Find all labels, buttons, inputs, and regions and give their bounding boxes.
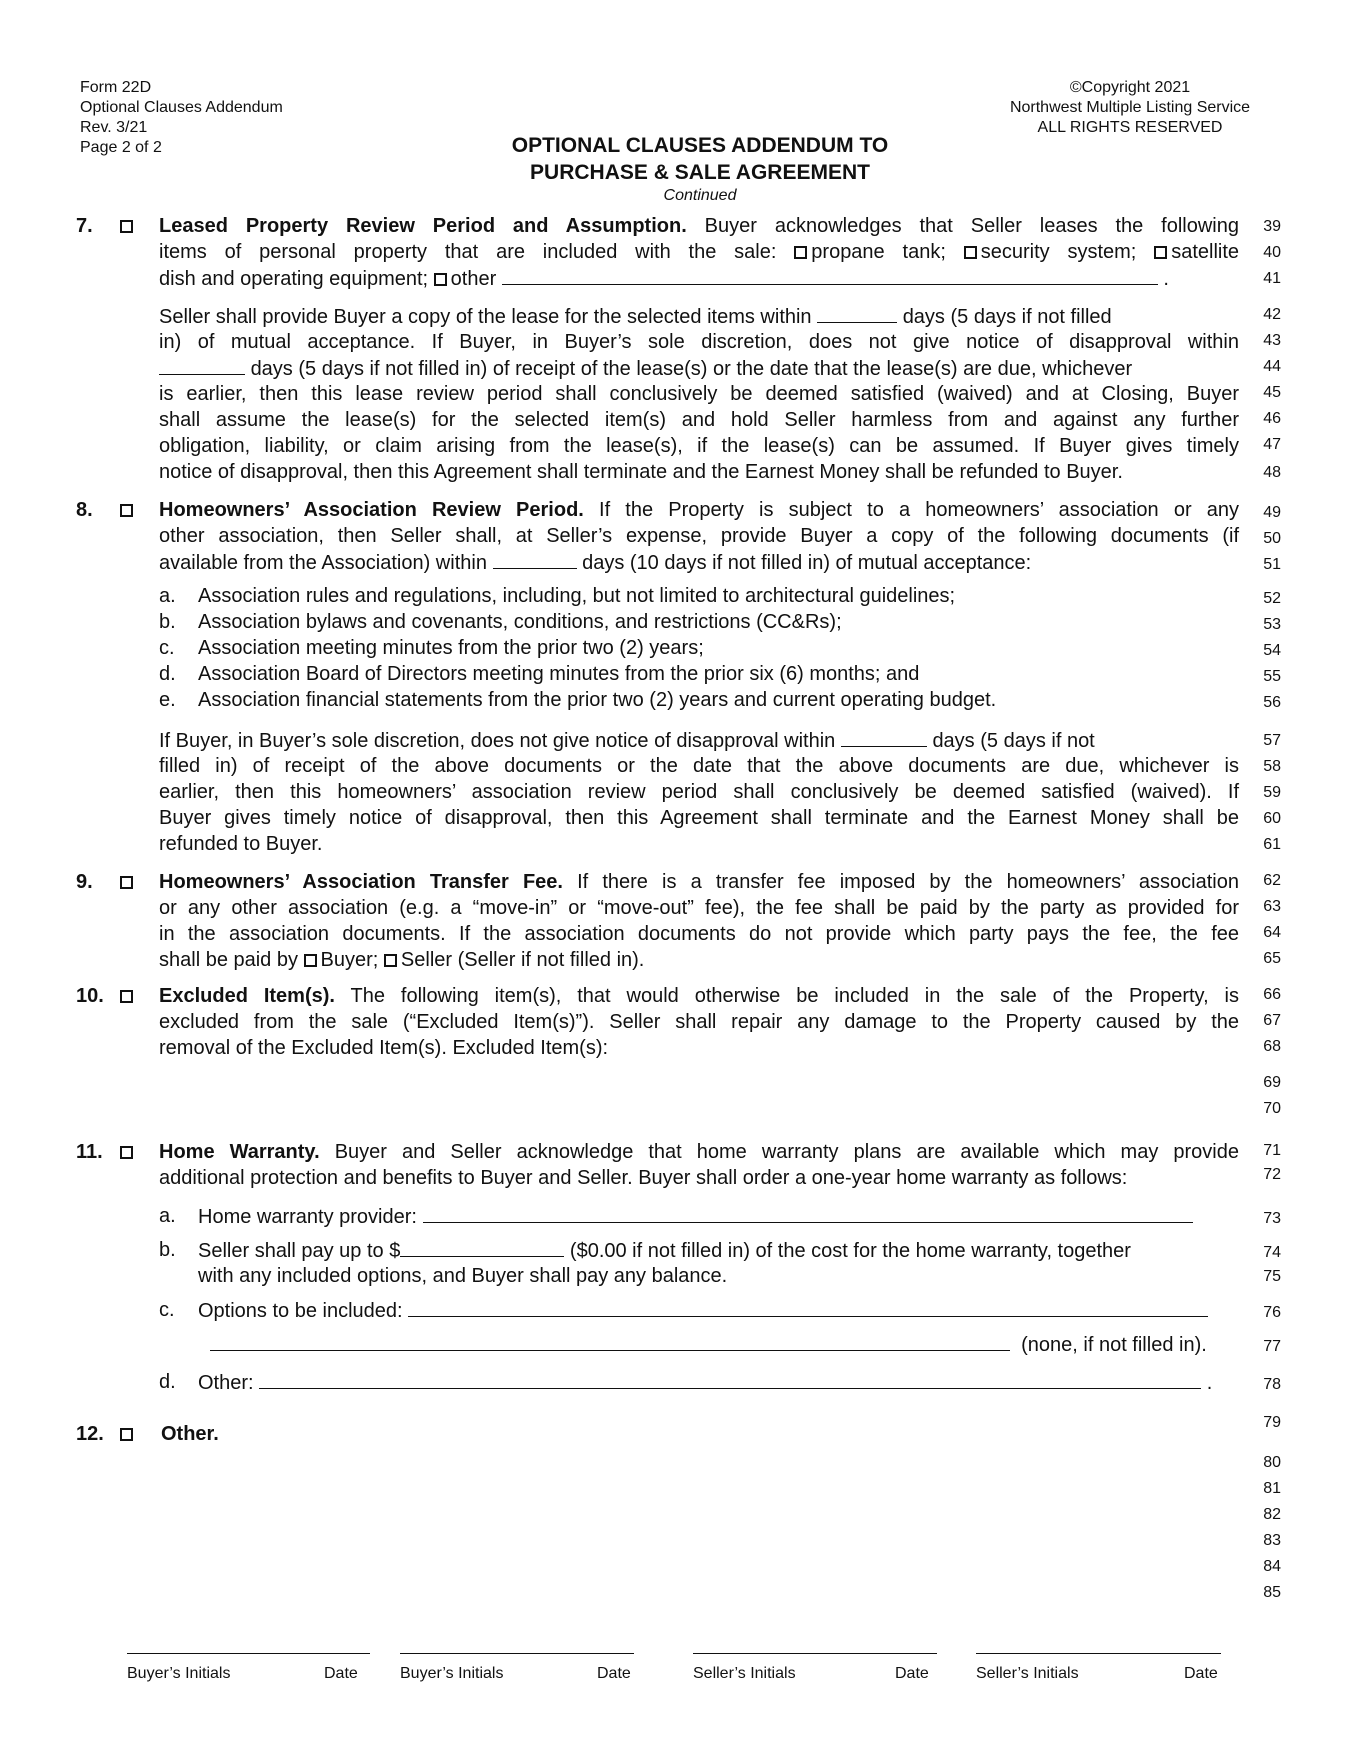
line-number: 83 xyxy=(1263,1532,1281,1549)
section-12-number: 12. xyxy=(76,1423,104,1445)
line-number: 68 xyxy=(1263,1038,1281,1055)
line-number: 69 xyxy=(1263,1074,1281,1091)
hoa-item-text: Association bylaws and covenants, conditions, and restrictions (CC&Rs); xyxy=(198,611,842,633)
section-11-number: 11. xyxy=(76,1141,103,1163)
checkbox-icon xyxy=(434,273,447,286)
seller-initials-field-1[interactable] xyxy=(693,1653,937,1654)
section-8-line-49: Homeowners’ Association Review Period. If the Property is subject to a homeowners’ association or any xyxy=(159,499,1240,521)
other-items-field[interactable] xyxy=(502,266,1158,285)
line-number: 84 xyxy=(1263,1558,1281,1575)
line-number: 43 xyxy=(1263,332,1281,349)
section-8-line-57: If Buyer, in Buyer’s sole discretion, does not give notice of disapproval within days (5 days if not xyxy=(159,730,1095,752)
warranty-item-letter: d. xyxy=(159,1371,176,1393)
form-id-block xyxy=(80,78,283,158)
line-number: 41 xyxy=(1263,270,1281,287)
warranty-other-field[interactable] xyxy=(259,1370,1201,1389)
checkbox-icon xyxy=(120,1146,133,1159)
line-number: 45 xyxy=(1263,384,1281,401)
security-option[interactable]: security system; xyxy=(964,241,1137,263)
line-number: 73 xyxy=(1263,1210,1281,1227)
line-number: 65 xyxy=(1263,950,1281,967)
buyer-initials-field-2[interactable] xyxy=(400,1653,634,1654)
hoa-item-text: Association financial statements from the prior two (2) years and current operating budget. xyxy=(198,689,997,711)
seller-initials-label: Seller’s Initials xyxy=(976,1665,1079,1682)
section-7-line-43: in) of mutual acceptance. If Buyer, in Buyer’s sole discretion, does not give notice of disapproval within xyxy=(159,331,1239,353)
warranty-amount-field[interactable] xyxy=(400,1238,564,1257)
section-9-line-63: or any other association (e.g. a “move-in” or “move-out” fee), the fee shall be paid by the party as provided for xyxy=(159,897,1239,919)
other-option[interactable]: other xyxy=(434,268,497,290)
section-10-line-67: excluded from the sale (“Excluded Item(s)”). Seller shall repair any damage to the Property caused by the xyxy=(159,1011,1239,1033)
hoa-item-letter: d. xyxy=(159,663,176,685)
section-8-line-51: available from the Association) within days (10 days if not filled in) of mutual acceptance: xyxy=(159,552,1032,574)
section-8-line-60: Buyer gives timely notice of disapproval, then this Agreement shall terminate and the Earnest Money shall be xyxy=(159,807,1239,829)
section-9-line-65: shall be paid by Buyer; Seller (Seller if not filled in). xyxy=(159,949,645,971)
page-indicator: Page 2 of 2 xyxy=(80,139,162,156)
line-number: 70 xyxy=(1263,1100,1281,1117)
line-number: 81 xyxy=(1263,1480,1281,1497)
checkbox-icon xyxy=(1154,246,1167,259)
line-number: 64 xyxy=(1263,924,1281,941)
seller-pays-option[interactable]: Seller (Seller if not filled in). xyxy=(384,949,644,971)
section-7-checkbox[interactable] xyxy=(120,214,137,239)
line-number: 54 xyxy=(1263,642,1281,659)
checkbox-icon xyxy=(794,246,807,259)
section-11-line-71: Home Warranty. Buyer and Seller acknowledge that home warranty plans are available which may provide xyxy=(159,1141,1239,1163)
section-9-number: 9. xyxy=(76,871,93,893)
section-11-line-72: additional protection and benefits to Buyer and Seller. Buyer shall order a one-year home warranty as follows: xyxy=(159,1167,1128,1189)
line-number: 67 xyxy=(1263,1012,1281,1029)
hoa-item-letter: a. xyxy=(159,585,176,607)
section-12-checkbox[interactable] xyxy=(120,1422,137,1447)
warranty-options-line: Options to be included: xyxy=(198,1298,1208,1324)
warranty-options-field-2[interactable] xyxy=(210,1332,1010,1351)
line-number: 60 xyxy=(1263,810,1281,827)
seller-initials-label: Seller’s Initials xyxy=(693,1665,796,1682)
section-9-line-64: in the association documents. If the association documents do not provide which party pays the fee, the fee xyxy=(159,923,1239,945)
section-11-heading: Home Warranty. xyxy=(159,1141,320,1163)
section-7-line-46: shall assume the lease(s) for the selected item(s) and hold Seller harmless from and against any further xyxy=(159,409,1239,431)
line-number: 58 xyxy=(1263,758,1281,775)
other-terms-area[interactable] xyxy=(159,1450,1239,1600)
excluded-items-area[interactable] xyxy=(159,1064,1239,1116)
checkbox-icon xyxy=(120,1428,133,1441)
warranty-item-letter: a. xyxy=(159,1205,176,1227)
warranty-balance-line: with any included options, and Buyer shall pay any balance. xyxy=(198,1265,728,1287)
line-number: 46 xyxy=(1263,410,1281,427)
line-number: 40 xyxy=(1263,244,1281,261)
section-7-line-44: days (5 days if not filled in) of receipt of the lease(s) or the date that the lease(s) are due, whichever xyxy=(159,356,1239,382)
line-number: 77 xyxy=(1263,1338,1281,1355)
section-7-line-42: Seller shall provide Buyer a copy of the lease for the selected items within days (5 days if not filled xyxy=(159,306,1112,328)
warranty-item-letter: b. xyxy=(159,1239,176,1261)
buyer-initials-label: Buyer’s Initials xyxy=(127,1665,231,1682)
hoa-docs-days-field[interactable] xyxy=(493,550,577,569)
section-11-checkbox[interactable] xyxy=(120,1140,137,1165)
section-8-number: 8. xyxy=(76,499,93,521)
seller-initials-field-2[interactable] xyxy=(976,1653,1221,1654)
copyright-block xyxy=(980,78,1280,138)
section-7-line-39: Leased Property Review Period and Assumption. Buyer acknowledges that Seller leases the following xyxy=(159,215,1239,237)
line-number: 72 xyxy=(1263,1166,1281,1183)
title-line-1: OPTIONAL CLAUSES ADDENDUM TO xyxy=(511,134,889,157)
propane-option[interactable]: propane tank; xyxy=(794,241,946,263)
checkbox-icon xyxy=(964,246,977,259)
line-number: 75 xyxy=(1263,1268,1281,1285)
section-10-checkbox[interactable] xyxy=(120,984,137,1009)
section-8-checkbox[interactable] xyxy=(120,498,137,523)
line-number: 76 xyxy=(1263,1304,1281,1321)
line-number: 48 xyxy=(1263,464,1281,481)
line-number: 51 xyxy=(1263,556,1281,573)
section-7-line-40: items of personal property that are included with the sale: propane tank; security system; satellite xyxy=(159,241,1240,263)
line-number: 71 xyxy=(1263,1142,1281,1159)
line-number: 59 xyxy=(1263,784,1281,801)
hoa-item-text: Association rules and regulations, including, but not limited to architectural guidelines; xyxy=(198,585,956,607)
section-12-heading: Other. xyxy=(161,1423,219,1445)
buyer-initials-field-1[interactable] xyxy=(127,1653,370,1654)
warranty-seller-pay-line: Seller shall pay up to $ ($0.00 if not filled in) of the cost for the home warranty, together xyxy=(198,1240,1131,1262)
section-9-line-62: Homeowners’ Association Transfer Fee. If there is a transfer fee imposed by the homeowners’ association xyxy=(159,871,1239,893)
warranty-other-line: Other: . xyxy=(198,1372,1213,1394)
form-name: Optional Clauses Addendum xyxy=(80,99,283,116)
section-8-heading: Homeowners’ Association Review Period. xyxy=(159,499,584,521)
checkbox-icon xyxy=(120,504,133,517)
line-number: 53 xyxy=(1263,616,1281,633)
line-number: 61 xyxy=(1263,836,1281,853)
warranty-provider-field[interactable] xyxy=(423,1204,1193,1223)
lease-disapproval-days-field[interactable] xyxy=(159,356,245,375)
rights-reserved: ALL RIGHTS RESERVED xyxy=(1037,119,1223,136)
line-number: 42 xyxy=(1263,306,1281,323)
date-label: Date xyxy=(895,1665,929,1682)
section-9-heading: Homeowners’ Association Transfer Fee. xyxy=(159,871,563,893)
section-7-heading: Leased Property Review Period and Assumption. xyxy=(159,215,687,237)
line-number: 39 xyxy=(1263,218,1281,235)
line-number: 47 xyxy=(1263,436,1281,453)
checkbox-icon xyxy=(120,990,133,1003)
section-10-line-66: Excluded Item(s). The following item(s), that would otherwise be included in the sale of the Property, is xyxy=(159,985,1239,1007)
line-number: 85 xyxy=(1263,1584,1281,1601)
copyright-year: ©Copyright 2021 xyxy=(1069,79,1191,96)
line-number: 62 xyxy=(1263,872,1281,889)
date-label: Date xyxy=(324,1665,358,1682)
lease-copy-days-field[interactable] xyxy=(817,304,897,323)
checkbox-icon xyxy=(120,876,133,889)
line-number: 50 xyxy=(1263,530,1281,547)
buyer-pays-option[interactable]: Buyer; xyxy=(304,949,379,971)
line-number: 49 xyxy=(1263,504,1281,521)
hoa-item-letter: e. xyxy=(159,689,176,711)
line-number: 82 xyxy=(1263,1506,1281,1523)
checkbox-icon xyxy=(120,220,133,233)
line-number: 55 xyxy=(1263,668,1281,685)
hoa-item-letter: b. xyxy=(159,611,176,633)
form-revision: Rev. 3/21 xyxy=(80,119,148,136)
warranty-provider-line: Home warranty provider: xyxy=(198,1204,1193,1230)
line-number: 78 xyxy=(1263,1376,1281,1393)
line-number: 63 xyxy=(1263,898,1281,915)
satellite-option[interactable]: satellite xyxy=(1154,241,1239,263)
section-7-number: 7. xyxy=(76,215,93,237)
line-number: 57 xyxy=(1263,732,1281,749)
section-7-line-45: is earlier, then this lease review period shall conclusively be deemed satisfied (waived) and at Closing, Buyer xyxy=(159,383,1239,405)
date-label: Date xyxy=(597,1665,631,1682)
title-continued: Continued xyxy=(663,187,737,204)
checkbox-icon xyxy=(304,954,317,967)
form-number: Form 22D xyxy=(80,79,152,96)
line-number: 44 xyxy=(1263,358,1281,375)
line-number: 79 xyxy=(1263,1414,1281,1431)
warranty-options-field[interactable] xyxy=(408,1298,1208,1317)
section-10-heading: Excluded Item(s). xyxy=(159,985,335,1007)
document-title xyxy=(380,132,1020,206)
buyer-initials-label: Buyer’s Initials xyxy=(400,1665,504,1682)
section-8-line-59: earlier, then this homeowners’ association review period shall conclusively be deemed satisfied (waived). If xyxy=(159,781,1239,803)
hoa-item-text: Association Board of Directors meeting minutes from the prior six (6) months; and xyxy=(198,663,920,685)
warranty-options-line-2: (none, if not filled in). xyxy=(210,1332,1207,1358)
warranty-item-letter: c. xyxy=(159,1299,175,1321)
line-number: 56 xyxy=(1263,694,1281,711)
section-7-line-41: dish and operating equipment; other . xyxy=(159,268,1169,290)
title-line-2: PURCHASE & SALE AGREEMENT xyxy=(530,161,870,184)
section-7-line-48: notice of disapproval, then this Agreement shall terminate and the Earnest Money shall be refunded to Buyer. xyxy=(159,461,1123,483)
section-9-checkbox[interactable] xyxy=(120,870,137,895)
section-8-line-58: filled in) of receipt of the above documents or the date that the above documents are due, whichever is xyxy=(159,755,1239,777)
copyright-holder: Northwest Multiple Listing Service xyxy=(1009,99,1251,116)
section-8-line-61: refunded to Buyer. xyxy=(159,833,323,855)
date-label: Date xyxy=(1184,1665,1218,1682)
hoa-disapproval-days-field[interactable] xyxy=(841,728,927,747)
section-7-line-47: obligation, liability, or claim arising from the lease(s), if the lease(s) can be assumed. If Buyer gives timely xyxy=(159,435,1239,457)
line-number: 52 xyxy=(1263,590,1281,607)
line-number: 74 xyxy=(1263,1244,1281,1261)
hoa-item-text: Association meeting minutes from the prior two (2) years; xyxy=(198,637,704,659)
section-10-line-68: removal of the Excluded Item(s). Excluded Item(s): xyxy=(159,1037,609,1059)
checkbox-icon xyxy=(384,954,397,967)
hoa-item-letter: c. xyxy=(159,637,175,659)
line-number: 80 xyxy=(1263,1454,1281,1471)
line-number: 66 xyxy=(1263,986,1281,1003)
section-8-line-50: other association, then Seller shall, at Seller’s expense, provide Buyer a copy of the following documents (if xyxy=(159,525,1239,547)
section-10-number: 10. xyxy=(76,985,104,1007)
